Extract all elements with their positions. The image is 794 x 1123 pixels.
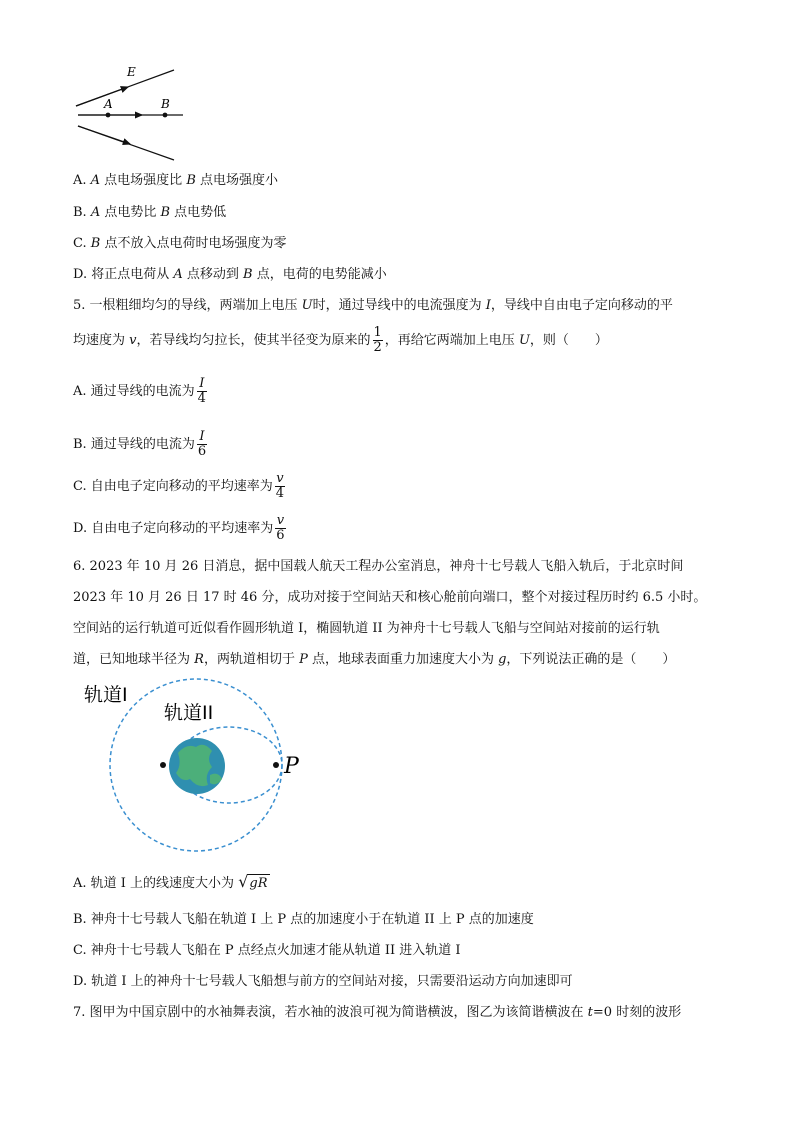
field-line-figure xyxy=(70,60,190,165)
q6-option-a: A. 轨道 I 上的线速度大小为 √gR xyxy=(73,872,268,891)
q5-option-b: B. 通过导线的电流为 $\frac{I}{6}$ xyxy=(73,429,207,459)
orbit-figure xyxy=(78,675,318,855)
q6-stem-line3: 空间站的运行轨道可近似看作圆形轨道 I，椭圆轨道 II 为神舟十七号载人飞船与空间站对接前的运行轨 xyxy=(73,621,660,636)
label-p: P xyxy=(284,754,299,779)
q7-stem-line1: 7. 图甲为中国京剧中的水袖舞表演，若水袖的波浪可视为简谐横波，图乙为该简谐横波在 t=0 时刻的波形 xyxy=(73,1005,682,1020)
q6-stem-line4: 道，已知地球半径为 R，两轨道相切于 P 点，地球表面重力加速度大小为 g，下列说法正确的是（ ） xyxy=(73,652,676,667)
q6-stem-line1: 6. 2023 年 10 月 26 日消息，据中国载人航天工程办公室消息，神舟十七号载人飞船入轨后，于北京时间 xyxy=(73,559,684,574)
q5-stem-line1: 5. 一根粗细均匀的导线，两端加上电压 U时，通过导线中的电流强度为 I，导线中自由电子定向移动的平 xyxy=(73,298,673,313)
q5-option-c: C. 自由电子定向移动的平均速率为 $\frac{v}{4}$ xyxy=(73,471,285,501)
field-line-upper-arrow xyxy=(76,87,128,106)
q6-stem-line2: 2023 年 10 月 26 日 17 时 46 分，成功对接于空间站天和核心舱前向端口，整个对接过程历时约 6.5 小时。 xyxy=(73,590,707,605)
q4-option-c: C. B 点不放入点电荷时电场强度为零 xyxy=(73,236,287,251)
q6-option-d: D. 轨道 I 上的神舟十七号载人飞船想与前方的空间站对接，只需要沿运动方向加速即可 xyxy=(73,974,573,989)
point-a xyxy=(106,113,111,118)
label-e: E xyxy=(127,65,136,79)
label-b: B xyxy=(161,97,170,111)
q6-option-c: C. 神舟十七号载人飞船在 P 点经点火加速才能从轨道 II 进入轨道 I xyxy=(73,943,461,958)
label-orbit-2: 轨道II xyxy=(164,702,214,724)
q4-option-d: D. 将正点电荷从 A 点移动到 B 点，电荷的电势能减小 xyxy=(73,267,387,282)
field-line-lower-arrow xyxy=(78,126,130,144)
label-orbit-1: 轨道I xyxy=(84,684,128,706)
q5-option-a: A. 通过导线的电流为 $\frac{I}{4}$ xyxy=(73,376,206,406)
q6-option-b: B. 神舟十七号载人飞船在轨道 I 上 P 点的加速度小于在轨道 II 上 P 点的加速度 xyxy=(73,912,534,927)
q5-stem-line2: 均速度为 v，若导线均匀拉长，使其半径变为原来的 $\frac{1}{2}$ ，再给它两端加上电压 U，则（ ） xyxy=(73,325,608,355)
q4-option-b: B. A 点电势比 B 点电势低 xyxy=(73,205,227,220)
q5-option-d: D. 自由电子定向移动的平均速率为 $\frac{v}{6}$ xyxy=(73,513,285,543)
q4-option-a: A. A 点电场强度比 B 点电场强度小 xyxy=(73,173,279,188)
label-a: A xyxy=(104,97,113,111)
point-p xyxy=(273,762,279,768)
perigee-point xyxy=(160,762,166,768)
half-fraction: $\frac{1}{2}$ xyxy=(373,325,382,355)
point-b xyxy=(163,113,168,118)
